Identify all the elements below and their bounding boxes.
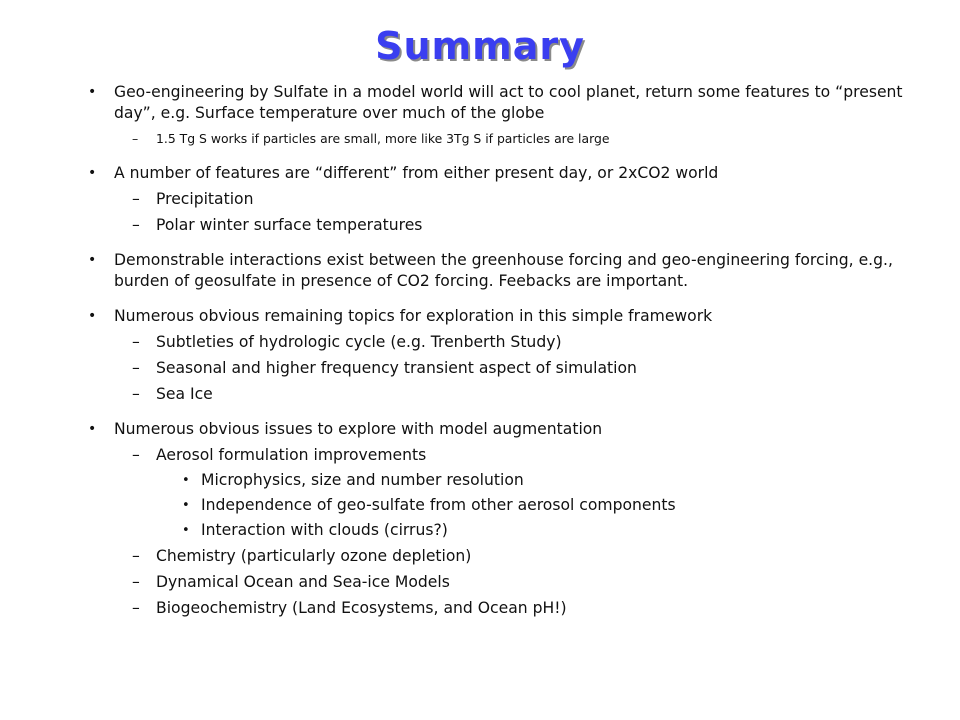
sub-bullet-polar-winter: – Polar winter surface temperatures bbox=[88, 215, 903, 236]
sub-bullet-aerosol: – Aerosol formulation improvements bbox=[88, 445, 903, 466]
summary-list bbox=[88, 82, 903, 619]
sub-bullet-tg-s: – 1.5 Tg S works if particles are small, more like 3Tg S if particles are large bbox=[88, 129, 903, 149]
bullet-different-features: • A number of features are “different” from either present day, or 2xCO2 world bbox=[88, 163, 903, 184]
sub-bullet-hydrologic: – Subtleties of hydrologic cycle (e.g. Trenberth Study) bbox=[88, 332, 903, 353]
sub-bullet-chemistry: – Chemistry (particularly ozone depletion) bbox=[88, 546, 903, 567]
sub-bullet-sea-ice: – Sea Ice bbox=[88, 384, 903, 405]
sub-bullet-seasonal: – Seasonal and higher frequency transient aspect of simulation bbox=[88, 358, 903, 379]
subsub-bullet-microphysics: • Microphysics, size and number resolution bbox=[88, 470, 903, 491]
sub-bullet-ocean-models: – Dynamical Ocean and Sea-ice Models bbox=[88, 572, 903, 593]
bullet-sulfate-cooling: • Geo-engineering by Sulfate in a model world will act to cool planet, return some features to “present day”, e.g. Surface temperature over much of the globe bbox=[88, 82, 903, 124]
subsub-bullet-clouds: • Interaction with clouds (cirrus?) bbox=[88, 520, 903, 541]
sub-bullet-precipitation: – Precipitation bbox=[88, 189, 903, 210]
sub-bullet-biogeochemistry: – Biogeochemistry (Land Ecosystems, and Ocean pH!) bbox=[88, 598, 903, 619]
slide-title: Summary bbox=[375, 24, 585, 68]
bullet-remaining-topics: • Numerous obvious remaining topics for exploration in this simple framework bbox=[88, 306, 903, 327]
bullet-interactions: • Demonstrable interactions exist between the greenhouse forcing and geo-engineering forcing, e.g., burden of geosulfate in presence of CO2 forcing. Feebacks are important. bbox=[88, 250, 903, 292]
bullet-model-augmentation: • Numerous obvious issues to explore with model augmentation bbox=[88, 419, 903, 440]
subsub-bullet-independence: • Independence of geo-sulfate from other aerosol components bbox=[88, 495, 903, 516]
